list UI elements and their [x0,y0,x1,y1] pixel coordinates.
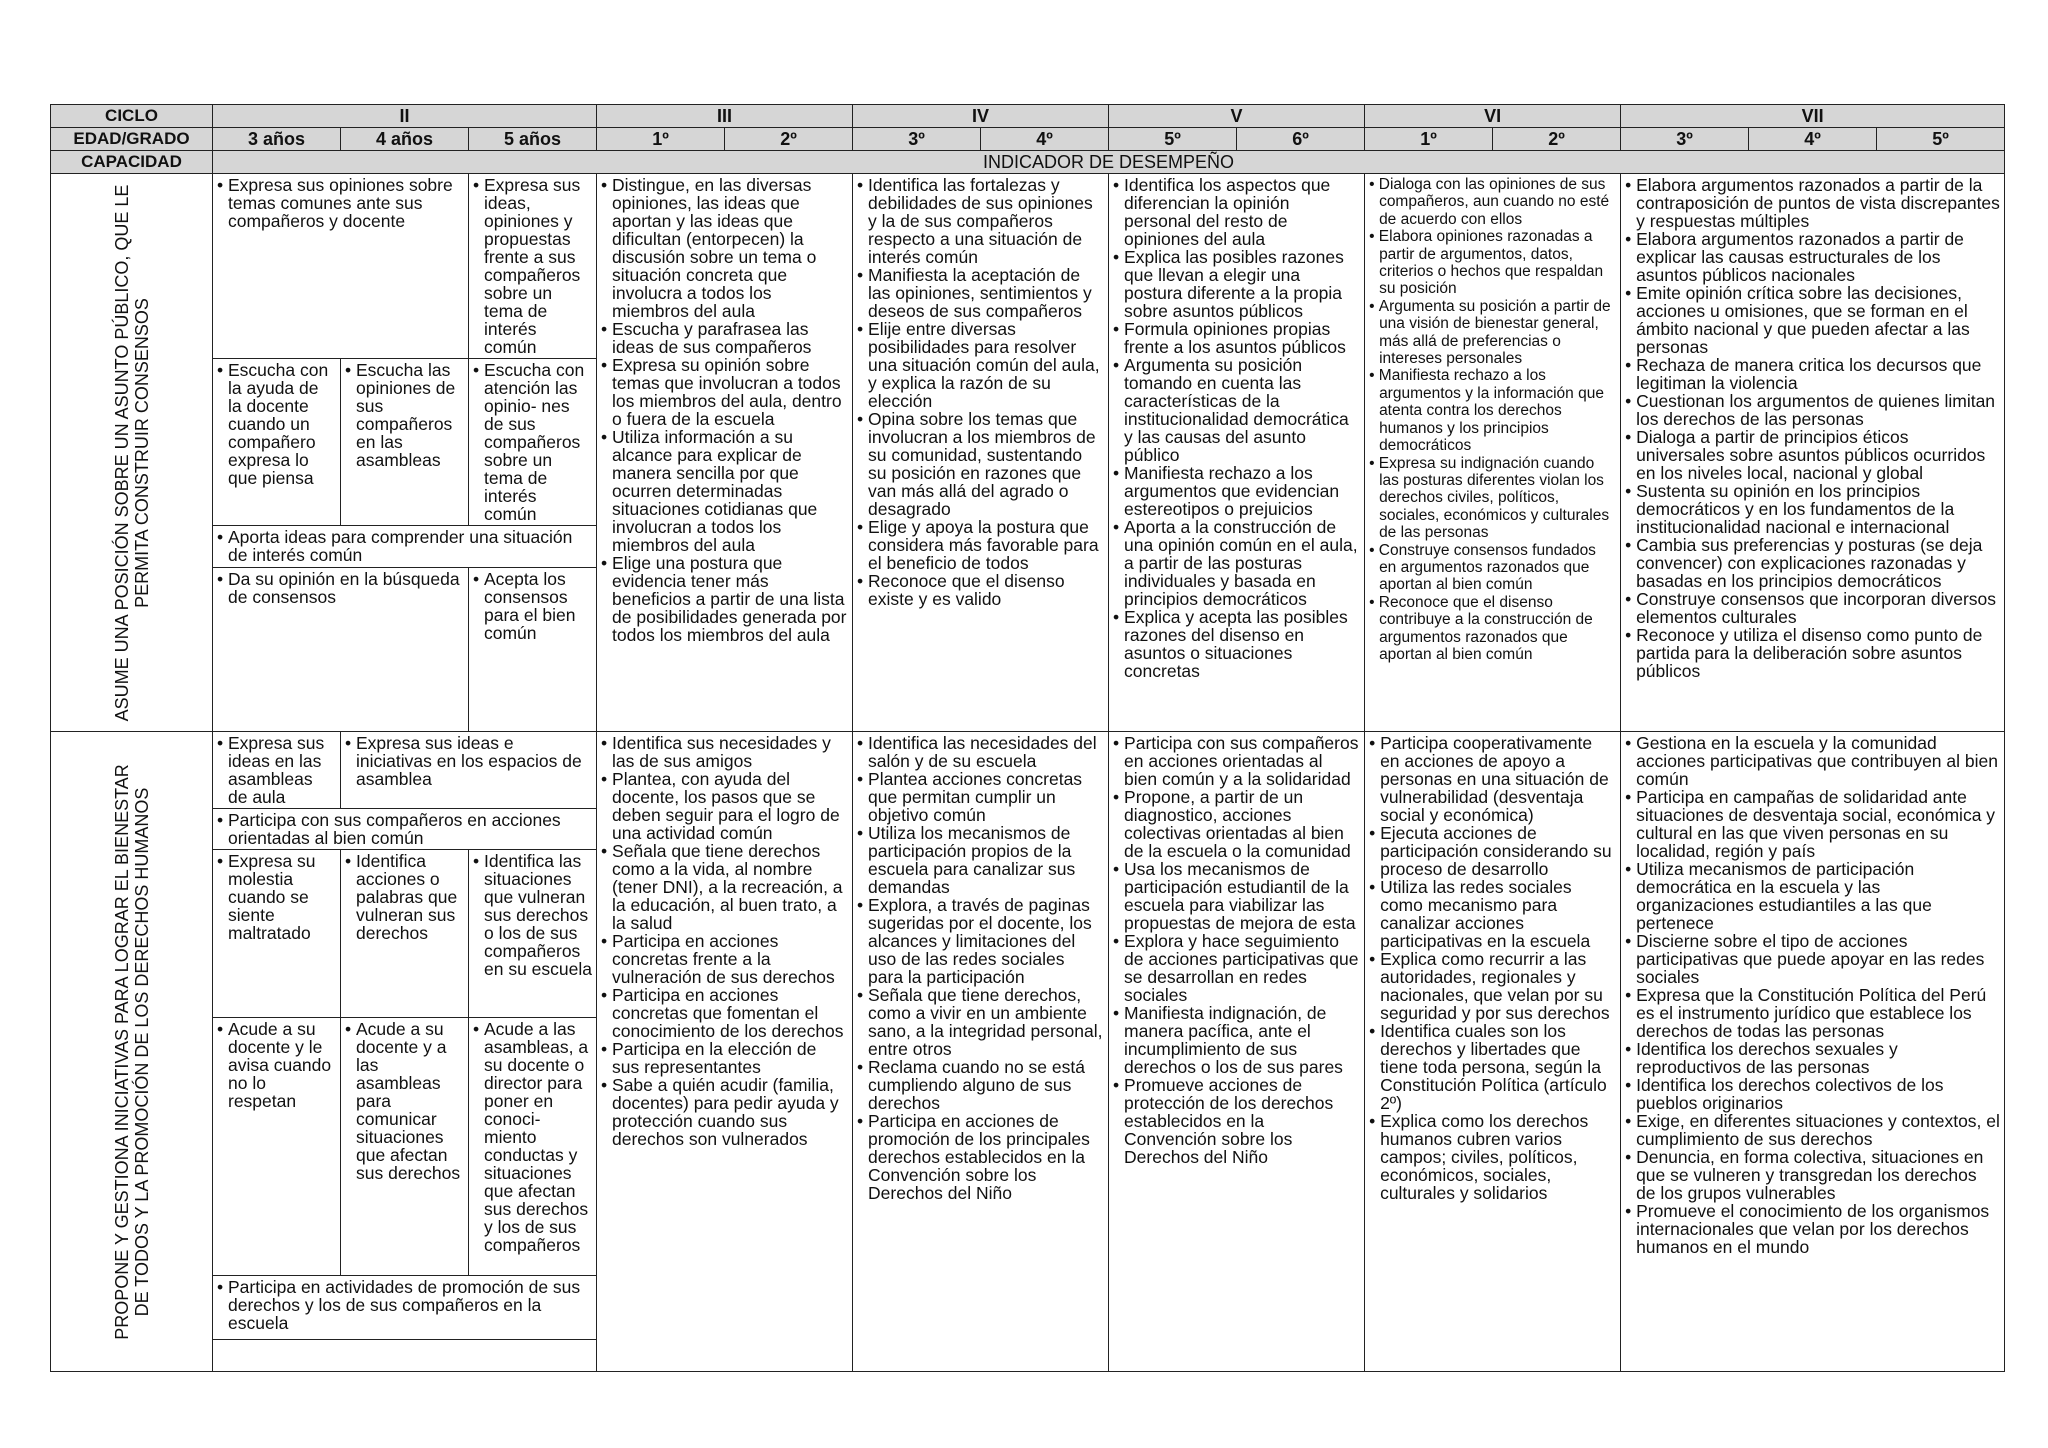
ii-r2-c [213,809,597,850]
indicator-item: • Utiliza los mecanismos de participación propios de la escuela para canalizar sus demandas [857,824,1104,896]
ciclo-iii-r2 [597,732,853,1372]
indicator-item: • Identifica los derechos colectivos de los pueblos originarios [1625,1076,2000,1112]
indicator-item: • Manifiesta rechazo a los argumentos y la información que atenta contra los derechos humanos y los principios democráticos [1369,367,1616,454]
indicator-item: • Participa en campañas de solidaridad ante situaciones de desventaja social, económica y cultural en las que viven personas en su localidad, región y país [1625,788,2000,860]
indicator-item: • Opina sobre los temas que involucran a los miembros de su comunidad, sustentando su posición en razones que van más allá del agrado o desagrado [857,410,1104,518]
capacity-1-label: ASUME UNA POSICIÓN SOBRE UN ASUNTO PÚBLICO, QUE LE PERMITA CONSTRUIR CONSENSOS [111,184,152,721]
grade-header: 4 años [341,128,469,151]
capacidad-label: CAPACIDAD [51,151,213,174]
ii-r1-h [469,568,597,732]
ciclo-v-r1 [1109,174,1365,732]
ii-r2-f [469,850,597,1018]
ciclo-iv-r2 [853,732,1109,1372]
indicator-item: • Discierne sobre el tipo de acciones participativas que puede apoyar en las redes sociales [1625,932,2000,986]
capacity-1-row-a [51,174,2005,359]
indicator-item: • Elige una postura que evidencia tener más beneficios a partir de una lista de posibilidades generada por todos los miembros del aula [601,554,848,644]
indicator-item: • Plantea, con ayuda del docente, los pasos que se deben seguir para el logro de una actividad común [601,770,848,842]
ii-r2-e [341,850,469,1018]
indicator-item: • Plantea acciones concretas que permitan cumplir un objetivo común [857,770,1104,824]
indicator-item: • Da su opinión en la búsqueda de consensos [217,570,464,606]
indicator-item: • Participa en acciones concretas frente a la vulneración de sus derechos [601,932,848,986]
indicator-item: • Acude a las asambleas, a su docente o director para poner en conoci- miento conductas y situaciones que afectan sus derechos y los de sus compañeros [473,1020,592,1254]
indicator-item: • Escucha con atención las opinio- nes de sus compañeros sobre un tema de interés común [473,361,592,523]
indicator-item: • Explica y acepta las posibles razones del disenso en asuntos o situaciones concretas [1113,608,1360,680]
edad-grado-label: EDAD/GRADO [51,128,213,151]
indicator-item: • Explica como los derechos humanos cubren varios campos; civiles, políticos, económicos, sociales, culturales y solidarios [1369,1112,1616,1202]
grade-header: 3º [853,128,981,151]
indicator-item: • Expresa sus ideas en las asambleas de aula [217,734,336,806]
ii-r1-f [213,526,597,568]
indicator-item: • Formula opiniones propias frente a los asuntos públicos [1113,320,1360,356]
indicator-item: • Acude a su docente y le avisa cuando no lo respetan [217,1020,336,1110]
indicator-item: • Identifica las fortalezas y debilidades de sus opiniones y la de sus compañeros respecto a una situación de interés común [857,176,1104,266]
indicator-item: • Escucha y parafrasea las ideas de sus compañeros [601,320,848,356]
ciclo-vi-r1 [1365,174,1621,732]
indicator-item: • Expresa su opinión sobre temas que involucran a todos los miembros del aula, dentro o fuera de la escuela [601,356,848,428]
indicator-item: • Identifica los derechos sexuales y reproductivos de las personas [1625,1040,2000,1076]
indicator-item: • Participa en acciones de promoción de los principales derechos establecidos en la Convención sobre los Derechos del Niño [857,1112,1104,1202]
indicator-item: • Distingue, en las diversas opiniones, las ideas que aportan y las ideas que dificultan (entorpecen) la discusión sobre un tema o situación concreta que involucra a todos los miembros del aula [601,176,848,320]
indicator-item: • Participa cooperativamente en acciones de apoyo a personas en una situación de vulnerabilidad (desventaja social y económica) [1369,734,1616,824]
ii-r1-a [213,174,469,359]
grade-header: 1º [1365,128,1493,151]
header-row-capacidad [51,151,2005,174]
indicator-item: • Explora, a través de paginas sugeridas por el docente, los alcances y limitaciones del uso de las redes sociales para la participación [857,896,1104,986]
indicator-item: • Expresa su molestia cuando se siente maltratado [217,852,336,942]
ciclo-label: CICLO [51,105,213,128]
indicator-item: • Identifica sus necesidades y las de sus amigos [601,734,848,770]
cycle-iii-header: III [597,105,853,128]
indicator-item: • Ejecuta acciones de participación considerando su proceso de desarrollo [1369,824,1616,878]
indicator-item: • Construye consensos que incorporan diversos elementos culturales [1625,590,2000,626]
indicator-item: • Usa los mecanismos de participación estudiantil de la escuela para viabilizar las propuestas de mejora de esta [1113,860,1360,932]
ciclo-vii-r1 [1621,174,2005,732]
grade-header: 5º [1109,128,1237,151]
ii-r1-g [213,568,469,732]
indicator-item: • Promueve acciones de protección de los derechos establecidos en la Convención sobre los Derechos del Niño [1113,1076,1360,1166]
indicator-item: • Denuncia, en forma colectiva, situaciones en que se vulneren y transgredan los derechos de los grupos vulnerables [1625,1148,2000,1202]
ii-r1-e [469,359,597,526]
indicator-item: • Aporta ideas para comprender una situación de interés común [217,528,592,564]
ii-r2-b [341,732,597,809]
indicator-item: • Manifiesta indignación, de manera pacífica, ante el incumplimiento de sus derechos o los de sus pares [1113,1004,1360,1076]
header-row-grado [51,128,2005,151]
cycle-iv-header: IV [853,105,1109,128]
ciclo-vii-r2 [1621,732,2005,1372]
indicator-item: • Elije entre diversas posibilidades para resolver una situación común del aula, y explica la razón de su elección [857,320,1104,410]
indicator-item: • Identifica los aspectos que diferencian la opinión personal del resto de opiniones del aula [1113,176,1360,248]
indicator-item: • Escucha con la ayuda de la docente cuando un compañero expresa lo que piensa [217,361,336,487]
ii-r2-i [469,1018,597,1276]
capacity-2-label: PROPONE Y GESTIONA INICIATIVAS PARA LOGRAR EL BIENESTAR DE TODOS Y LA PROMOCIÓN DE LOS DERECHOS HUMANOS [111,763,152,1340]
capacity-1-cell [51,174,213,732]
indicator-item: • Dialoga a partir de principios éticos universales sobre asuntos públicos ocurridos en los niveles local, nacional y global [1625,428,2000,482]
indicator-item: • Gestiona en la escuela y la comunidad acciones participativas que contribuyen al bien común [1625,734,2000,788]
indicator-item: • Argumenta su posición tomando en cuenta las características de la institucionalidad democrática y las causas del asunto público [1113,356,1360,464]
indicator-item: • Cuestionan los argumentos de quienes limitan los derechos de las personas [1625,392,2000,428]
indicator-item: • Explora y hace seguimiento de acciones participativas que se desarrollan en redes sociales [1113,932,1360,1004]
ii-r2-d [213,850,341,1018]
ii-r1-b [469,174,597,359]
indicator-item: • Reclama cuando no se está cumpliendo alguno de sus derechos [857,1058,1104,1112]
indicador-label: INDICADOR DE DESEMPEÑO [213,151,2005,174]
grade-header: 5 años [469,128,597,151]
grade-header: 5º [1877,128,2005,151]
indicator-item: • Elabora argumentos razonados a partir de la contraposición de puntos de vista discrepantes y respuestas múltiples [1625,176,2000,230]
indicator-item: • Elabora argumentos razonados a partir de explicar las causas estructurales de los asuntos públicos nacionales [1625,230,2000,284]
grade-header: 4º [1749,128,1877,151]
indicator-item: • Rechaza de manera critica los decursos que legitiman la violencia [1625,356,2000,392]
cycle-v-header: V [1109,105,1365,128]
indicator-item: • Participa en la elección de sus representantes [601,1040,848,1076]
cycle-vii-header: VII [1621,105,2005,128]
indicator-item: • Participa con sus compañeros en acciones orientadas al bien común y a la solidaridad [1113,734,1360,788]
cycle-vi-header: VI [1365,105,1621,128]
indicator-item: • Escucha las opiniones de sus compañeros en las asambleas [345,361,464,469]
capacity-2-cell [51,732,213,1372]
indicator-item: • Dialoga con las opiniones de sus compañeros, aun cuando no esté de acuerdo con ellos [1369,176,1616,228]
indicator-item: • Acepta los consensos para el bien común [473,570,592,642]
indicator-item: • Utiliza mecanismos de participación democrática en la escuela y las organizaciones estudiantiles a las que pertenece [1625,860,2000,932]
indicator-item: • Reconoce y utiliza el disenso como punto de partida para la deliberación sobre asuntos públicos [1625,626,2000,680]
competency-table-sheet [50,104,2002,1372]
ciclo-iii-r1 [597,174,853,732]
cycle-ii-header: II [213,105,597,128]
indicator-item: • Cambia sus preferencias y posturas (se deja convencer) con explicaciones razonadas y basadas en los principios democráticos [1625,536,2000,590]
indicator-item: • Expresa que la Constitución Política del Perú es el instrumento jurídico que establece los derechos de todas las personas [1625,986,2000,1040]
grade-header: 1º [597,128,725,151]
indicator-item: • Emite opinión crítica sobre las decisiones, acciones u omisiones, que se forman en el ámbito nacional y que pueden afectar a las personas [1625,284,2000,356]
indicator-item: • Elabora opiniones razonadas a partir de argumentos, datos, criterios o hechos que respaldan su posición [1369,228,1616,298]
indicator-item: • Argumenta su posición a partir de una visión de bienestar general, más allá de preferencias o intereses personales [1369,298,1616,368]
indicator-item: • Participa en actividades de promoción de sus derechos y los de sus compañeros en la escuela [217,1278,592,1332]
ii-r2-g [213,1018,341,1276]
ciclo-iv-r1 [853,174,1109,732]
indicator-item: • Acude a su docente y a las asambleas para comunicar situaciones que afectan sus derechos [345,1020,464,1182]
indicator-item: • Manifiesta rechazo a los argumentos que evidencian estereotipos o prejuicios [1113,464,1360,518]
indicator-item: • Señala que tiene derechos, como a vivir en un ambiente sano, a la integridad personal, entre otros [857,986,1104,1058]
grade-header: 6º [1237,128,1365,151]
indicator-item: • Elige y apoya la postura que considera más favorable para el beneficio de todos [857,518,1104,572]
indicator-item: • Expresa sus opiniones sobre temas comunes ante sus compañeros y docente [217,176,464,230]
grade-header: 2º [725,128,853,151]
ii-r1-d [341,359,469,526]
ii-r2-a [213,732,341,809]
ii-r1-c [213,359,341,526]
competency-table [50,104,2005,1372]
indicator-item: • Explica las posibles razones que llevan a elegir una postura diferente a la propia sobre asuntos públicos [1113,248,1360,320]
indicator-item: • Sustenta su opinión en los principios democráticos y en los fundamentos de la institucionalidad nacional e internacional [1625,482,2000,536]
ii-r2-j [213,1276,597,1340]
indicator-item: • Identifica acciones o palabras que vulneran sus derechos [345,852,464,942]
indicator-item: • Identifica las situaciones que vulneran sus derechos o los de sus compañeros en su escuela [473,852,592,978]
indicator-item: • Explica como recurrir a las autoridades, regionales y nacionales, que velan por su seguridad y por sus derechos [1369,950,1616,1022]
indicator-item: • Expresa sus ideas, opiniones y propuestas frente a sus compañeros sobre un tema de interés común [473,176,592,356]
ii-r2-empty [213,1340,597,1372]
indicator-item: • Utiliza información a su alcance para explicar de manera sencilla por que ocurren determinadas situaciones cotidianas que involucran a todos los miembros del aula [601,428,848,554]
grade-header: 3 años [213,128,341,151]
grade-header: 4º [981,128,1109,151]
indicator-item: • Promueve el conocimiento de los organismos internacionales que velan por los derechos humanos en el mundo [1625,1202,2000,1256]
indicator-item: • Reconoce que el disenso existe y es valido [857,572,1104,608]
grade-header: 2º [1493,128,1621,151]
indicator-item: • Sabe a quién acudir (familia, docentes) para pedir ayuda y protección cuando sus derechos son vulnerados [601,1076,848,1148]
indicator-item: • Propone, a partir de un diagnostico, acciones colectivas orientadas al bien de la escuela o la comunidad [1113,788,1360,860]
indicator-item: • Manifiesta la aceptación de las opiniones, sentimientos y deseos de sus compañeros [857,266,1104,320]
ii-r2-h [341,1018,469,1276]
indicator-item: • Participa con sus compañeros en acciones orientadas al bien común [217,811,592,847]
grade-header: 3º [1621,128,1749,151]
indicator-item: • Identifica las necesidades del salón y de su escuela [857,734,1104,770]
indicator-item: • Exige, en diferentes situaciones y contextos, el cumplimiento de sus derechos [1625,1112,2000,1148]
header-row-ciclo [51,105,2005,128]
capacity-2-row-a [51,732,2005,809]
indicator-item: • Expresa su indignación cuando las posturas diferentes violan los derechos civiles, políticos, sociales, económicos y culturales de las personas [1369,455,1616,542]
indicator-item: • Aporta a la construcción de una opinión común en el aula, a partir de las posturas individuales y basada en principios democráticos [1113,518,1360,608]
ciclo-vi-r2 [1365,732,1621,1372]
indicator-item: • Señala que tiene derechos como a la vida, al nombre (tener DNI), a la recreación, a la educación, al buen trato, a la salud [601,842,848,932]
indicator-item: • Expresa sus ideas e iniciativas en los espacios de asamblea [345,734,592,788]
ciclo-v-r2 [1109,732,1365,1372]
indicator-item: • Identifica cuales son los derechos y libertades que tiene toda persona, según la Constitución Política (artículo 2º) [1369,1022,1616,1112]
indicator-item: • Construye consensos fundados en argumentos razonados que aportan al bien común [1369,542,1616,594]
indicator-item: • Participa en acciones concretas que fomentan el conocimiento de los derechos [601,986,848,1040]
indicator-item: • Reconoce que el disenso contribuye a la construcción de argumentos razonados que aportan al bien común [1369,594,1616,664]
indicator-item: • Utiliza las redes sociales como mecanismo para canalizar acciones participativas en la escuela [1369,878,1616,950]
